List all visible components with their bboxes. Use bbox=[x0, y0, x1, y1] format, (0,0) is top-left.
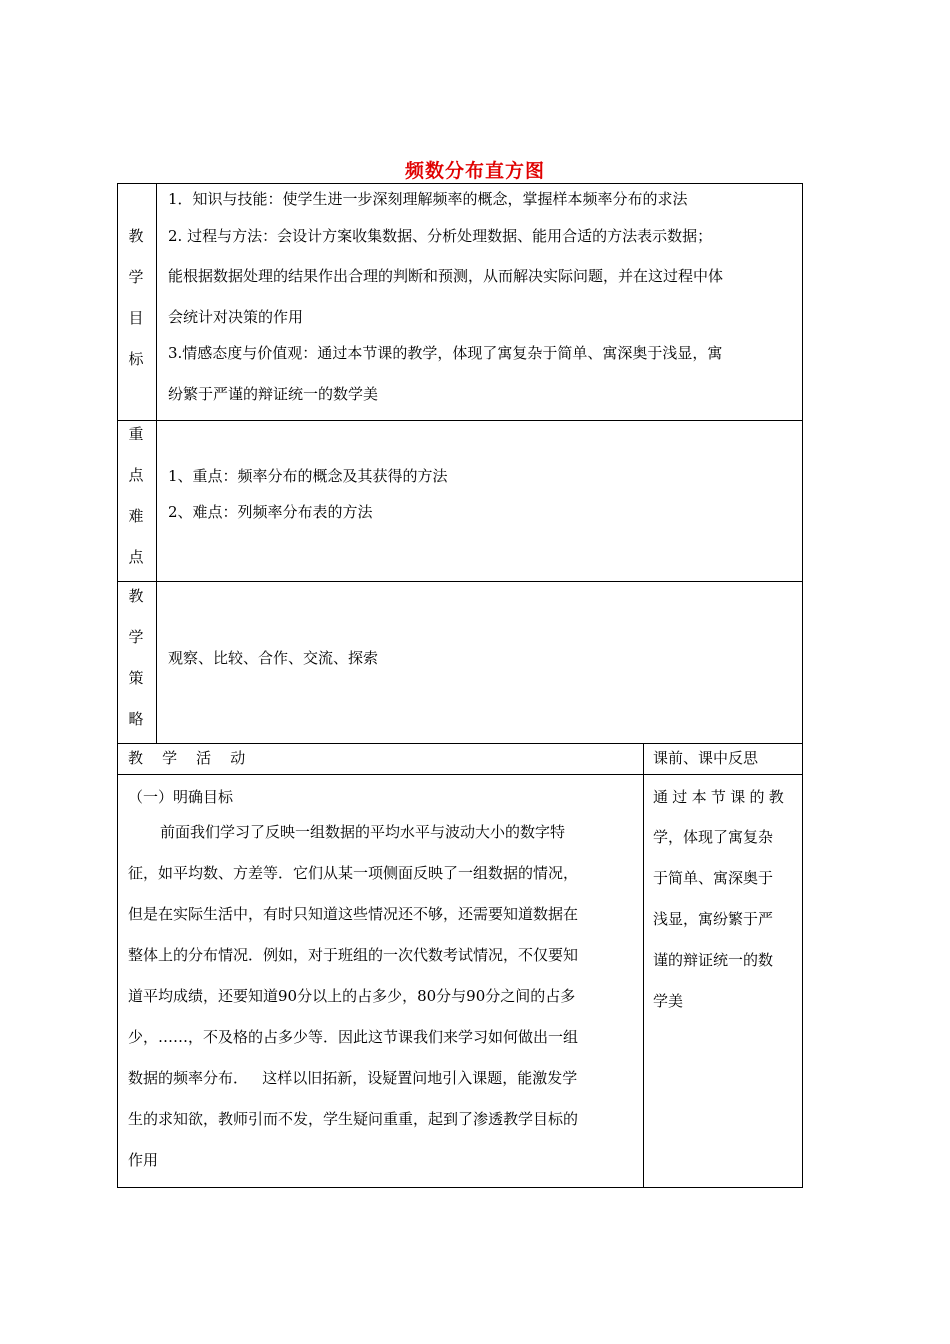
objectives-line: 能根据数据处理的结果作出合理的判断和预测，从而解决实际问题，并在这过程中体 bbox=[168, 267, 724, 285]
objectives-label-char: 教 bbox=[128, 227, 144, 245]
row-divider-4 bbox=[117, 774, 803, 775]
key-points-label-char: 点 bbox=[128, 548, 144, 566]
label-column-divider bbox=[156, 183, 157, 743]
reflection-line: 于简单、寓深奥于 bbox=[653, 869, 774, 887]
activity-line: 数据的频率分布． 这样以旧拓新，设疑置问地引入课题，能激发学 bbox=[128, 1069, 578, 1087]
objectives-label-char: 标 bbox=[128, 350, 144, 368]
key-point-line: 1、重点：频率分布的概念及其获得的方法 bbox=[168, 467, 448, 485]
key-points-label-char: 点 bbox=[128, 466, 144, 484]
activity-line: 整体上的分布情况．例如，对于班组的一次代数考试情况，不仅要知 bbox=[128, 946, 579, 964]
objectives-label-char: 学 bbox=[128, 268, 144, 286]
activity-line: 少，……，不及格的占多少等．因此这节课我们来学习如何做出一组 bbox=[128, 1028, 579, 1046]
objectives-line: 会统计对决策的作用 bbox=[168, 308, 304, 326]
activity-line: 道平均成绩，还要知道90分以上的占多少，80分与90分之间的占多 bbox=[128, 987, 576, 1005]
objectives-label-char: 目 bbox=[128, 309, 144, 327]
activity-line: 征，如平均数、方差等．它们从某一项侧面反映了一组数据的情况， bbox=[128, 864, 579, 882]
key-points-label-char: 难 bbox=[128, 507, 144, 525]
objectives-line: 2. 过程与方法：会设计方案收集数据、分析处理数据、能用合适的方法表示数据； bbox=[168, 227, 713, 245]
strategy-label-char: 略 bbox=[128, 710, 144, 728]
activity-line: 前面我们学习了反映一组数据的平均水平与波动大小的数字特 bbox=[160, 823, 566, 841]
objectives-line: 纷繁于严谨的辩证统一的数学美 bbox=[168, 385, 379, 403]
reflection-line: 谨的辩证统一的数 bbox=[653, 951, 774, 969]
activity-line: 作用 bbox=[128, 1151, 159, 1169]
reflection-line: 学，体现了寓复杂 bbox=[653, 828, 774, 846]
key-point-line: 2、难点：列频率分布表的方法 bbox=[168, 503, 373, 521]
activity-subtitle: （一）明确目标 bbox=[128, 788, 234, 806]
objectives-line: 1．知识与技能：使学生进一步深刻理解频率的概念，掌握样本频率分布的求法 bbox=[168, 190, 688, 208]
row-divider-2 bbox=[117, 581, 803, 582]
strategy-text: 观察、比较、合作、交流、探索 bbox=[168, 649, 379, 667]
activity-header: 教 学 活 动 bbox=[128, 749, 246, 767]
activity-line: 生的求知欲，教师引而不发，学生疑问重重，起到了渗透教学目标的 bbox=[128, 1110, 579, 1128]
activity-line: 但是在实际生活中，有时只知道这些情况还不够，还需要知道数据在 bbox=[128, 905, 579, 923]
row-divider-3 bbox=[117, 743, 803, 744]
objectives-line: 3.情感态度与价值观：通过本节课的教学，体现了寓复杂于简单、寓深奥于浅显，寓 bbox=[168, 344, 723, 362]
reflection-line: 通过本节课的教 bbox=[653, 788, 789, 806]
activity-column-divider bbox=[643, 743, 644, 1188]
reflection-line: 浅显，寓纷繁于严 bbox=[653, 910, 774, 928]
row-divider-1 bbox=[117, 420, 803, 421]
page-title: 频数分布直方图 bbox=[404, 160, 545, 182]
strategy-label-char: 策 bbox=[128, 669, 144, 687]
reflection-header: 课前、课中反思 bbox=[653, 749, 759, 767]
reflection-line: 学美 bbox=[653, 992, 684, 1010]
strategy-label-char: 教 bbox=[128, 587, 144, 605]
key-points-label-char: 重 bbox=[128, 425, 144, 443]
strategy-label-char: 学 bbox=[128, 628, 144, 646]
